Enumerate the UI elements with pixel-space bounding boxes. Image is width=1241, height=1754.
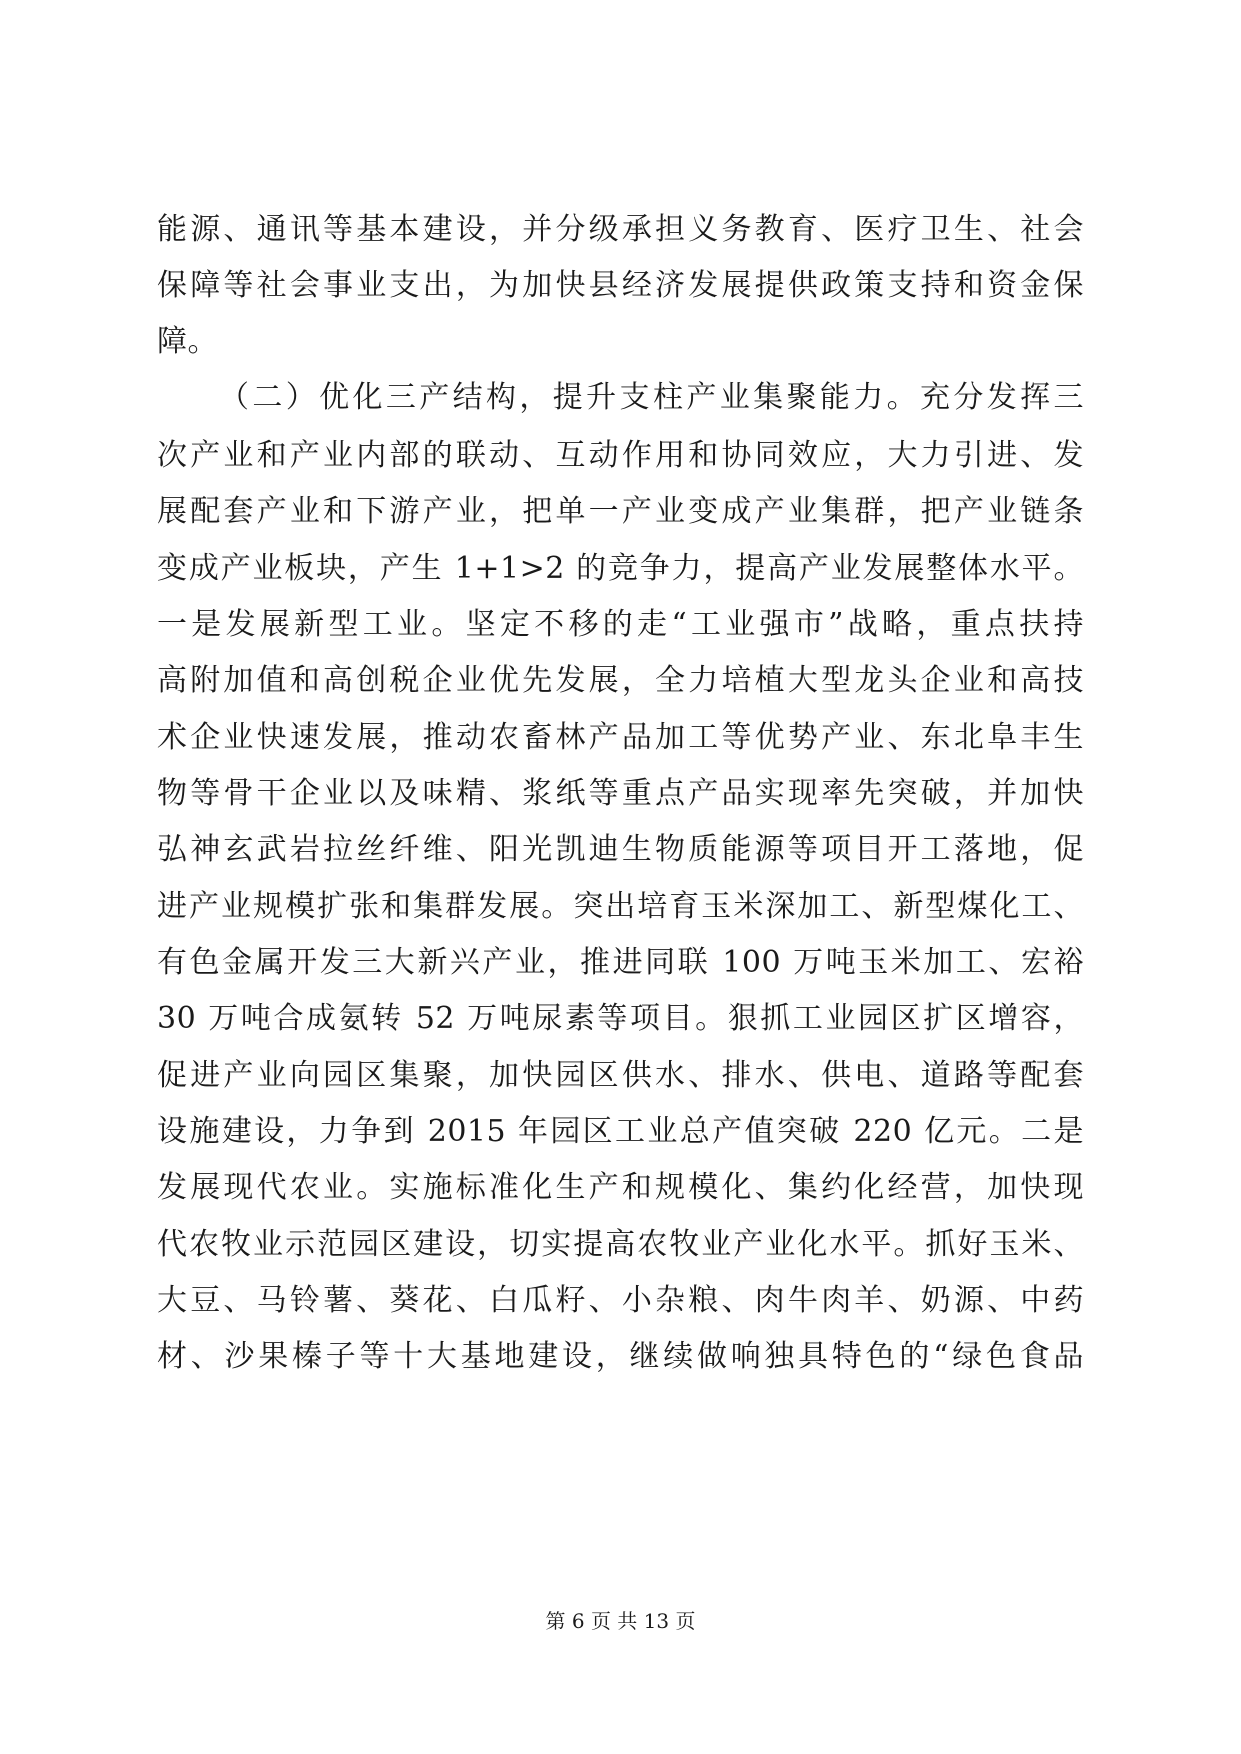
text-line: 术企业快速发展，推动农畜林产品加工等优势产业、东北阜丰生 (157, 720, 1084, 755)
page-footer: 第 6 页 共 13 页 (545, 1609, 696, 1633)
text-line: 弘神玄武岩拉丝纤维、阳光凯迪生物质能源等项目开工落地，促 (157, 832, 1084, 867)
text-line: 材、沙果榛子等十大基地建设，继续做响独具特色的“绿色食品 (157, 1339, 1084, 1374)
text-line: 30 万吨合成氨转 52 万吨尿素等项目。狠抓工业园区扩区增容， (157, 1001, 1084, 1036)
text-line: 次产业和产业内部的联动、互动作用和协同效应，大力引进、发 (157, 438, 1084, 473)
text-line: 一是发展新型工业。坚定不移的走“工业强市”战略，重点扶持 (157, 607, 1084, 642)
text-line: 保障等社会事业支出，为加快县经济发展提供政策支持和资金保 (157, 268, 1084, 303)
text-line: （二）优化三产结构，提升支柱产业集聚能力。充分发挥三 (219, 380, 1084, 415)
text-line: 障。 (157, 324, 218, 359)
text-line: 能源、通讯等基本建设，并分级承担义务教育、医疗卫生、社会 (157, 212, 1084, 247)
text-line: 进产业规模扩张和集群发展。突出培育玉米深加工、新型煤化工、 (157, 889, 1084, 924)
text-line: 物等骨干企业以及味精、浆纸等重点产品实现率先突破，并加快 (157, 776, 1084, 811)
text-line: 发展现代农业。实施标准化生产和规模化、集约化经营，加快现 (157, 1170, 1084, 1205)
text-line: 有色金属开发三大新兴产业，推进同联 100 万吨玉米加工、宏裕 (157, 945, 1084, 980)
text-line: 代农牧业示范园区建设，切实提高农牧业产业化水平。抓好玉米、 (157, 1227, 1084, 1262)
text-line: 展配套产业和下游产业，把单一产业变成产业集群，把产业链条 (157, 494, 1084, 529)
text-line: 变成产业板块，产生 1+1>2 的竞争力，提高产业发展整体水平。 (157, 551, 1084, 586)
text-line: 大豆、马铃薯、葵花、白瓜籽、小杂粮、肉牛肉羊、奶源、中药 (157, 1283, 1084, 1318)
text-line: 设施建设，力争到 2015 年园区工业总产值突破 220 亿元。二是 (157, 1114, 1084, 1149)
text-line: 高附加值和高创税企业优先发展，全力培植大型龙头企业和高技 (157, 663, 1084, 698)
text-line: 促进产业向园区集聚，加快园区供水、排水、供电、道路等配套 (157, 1058, 1084, 1093)
